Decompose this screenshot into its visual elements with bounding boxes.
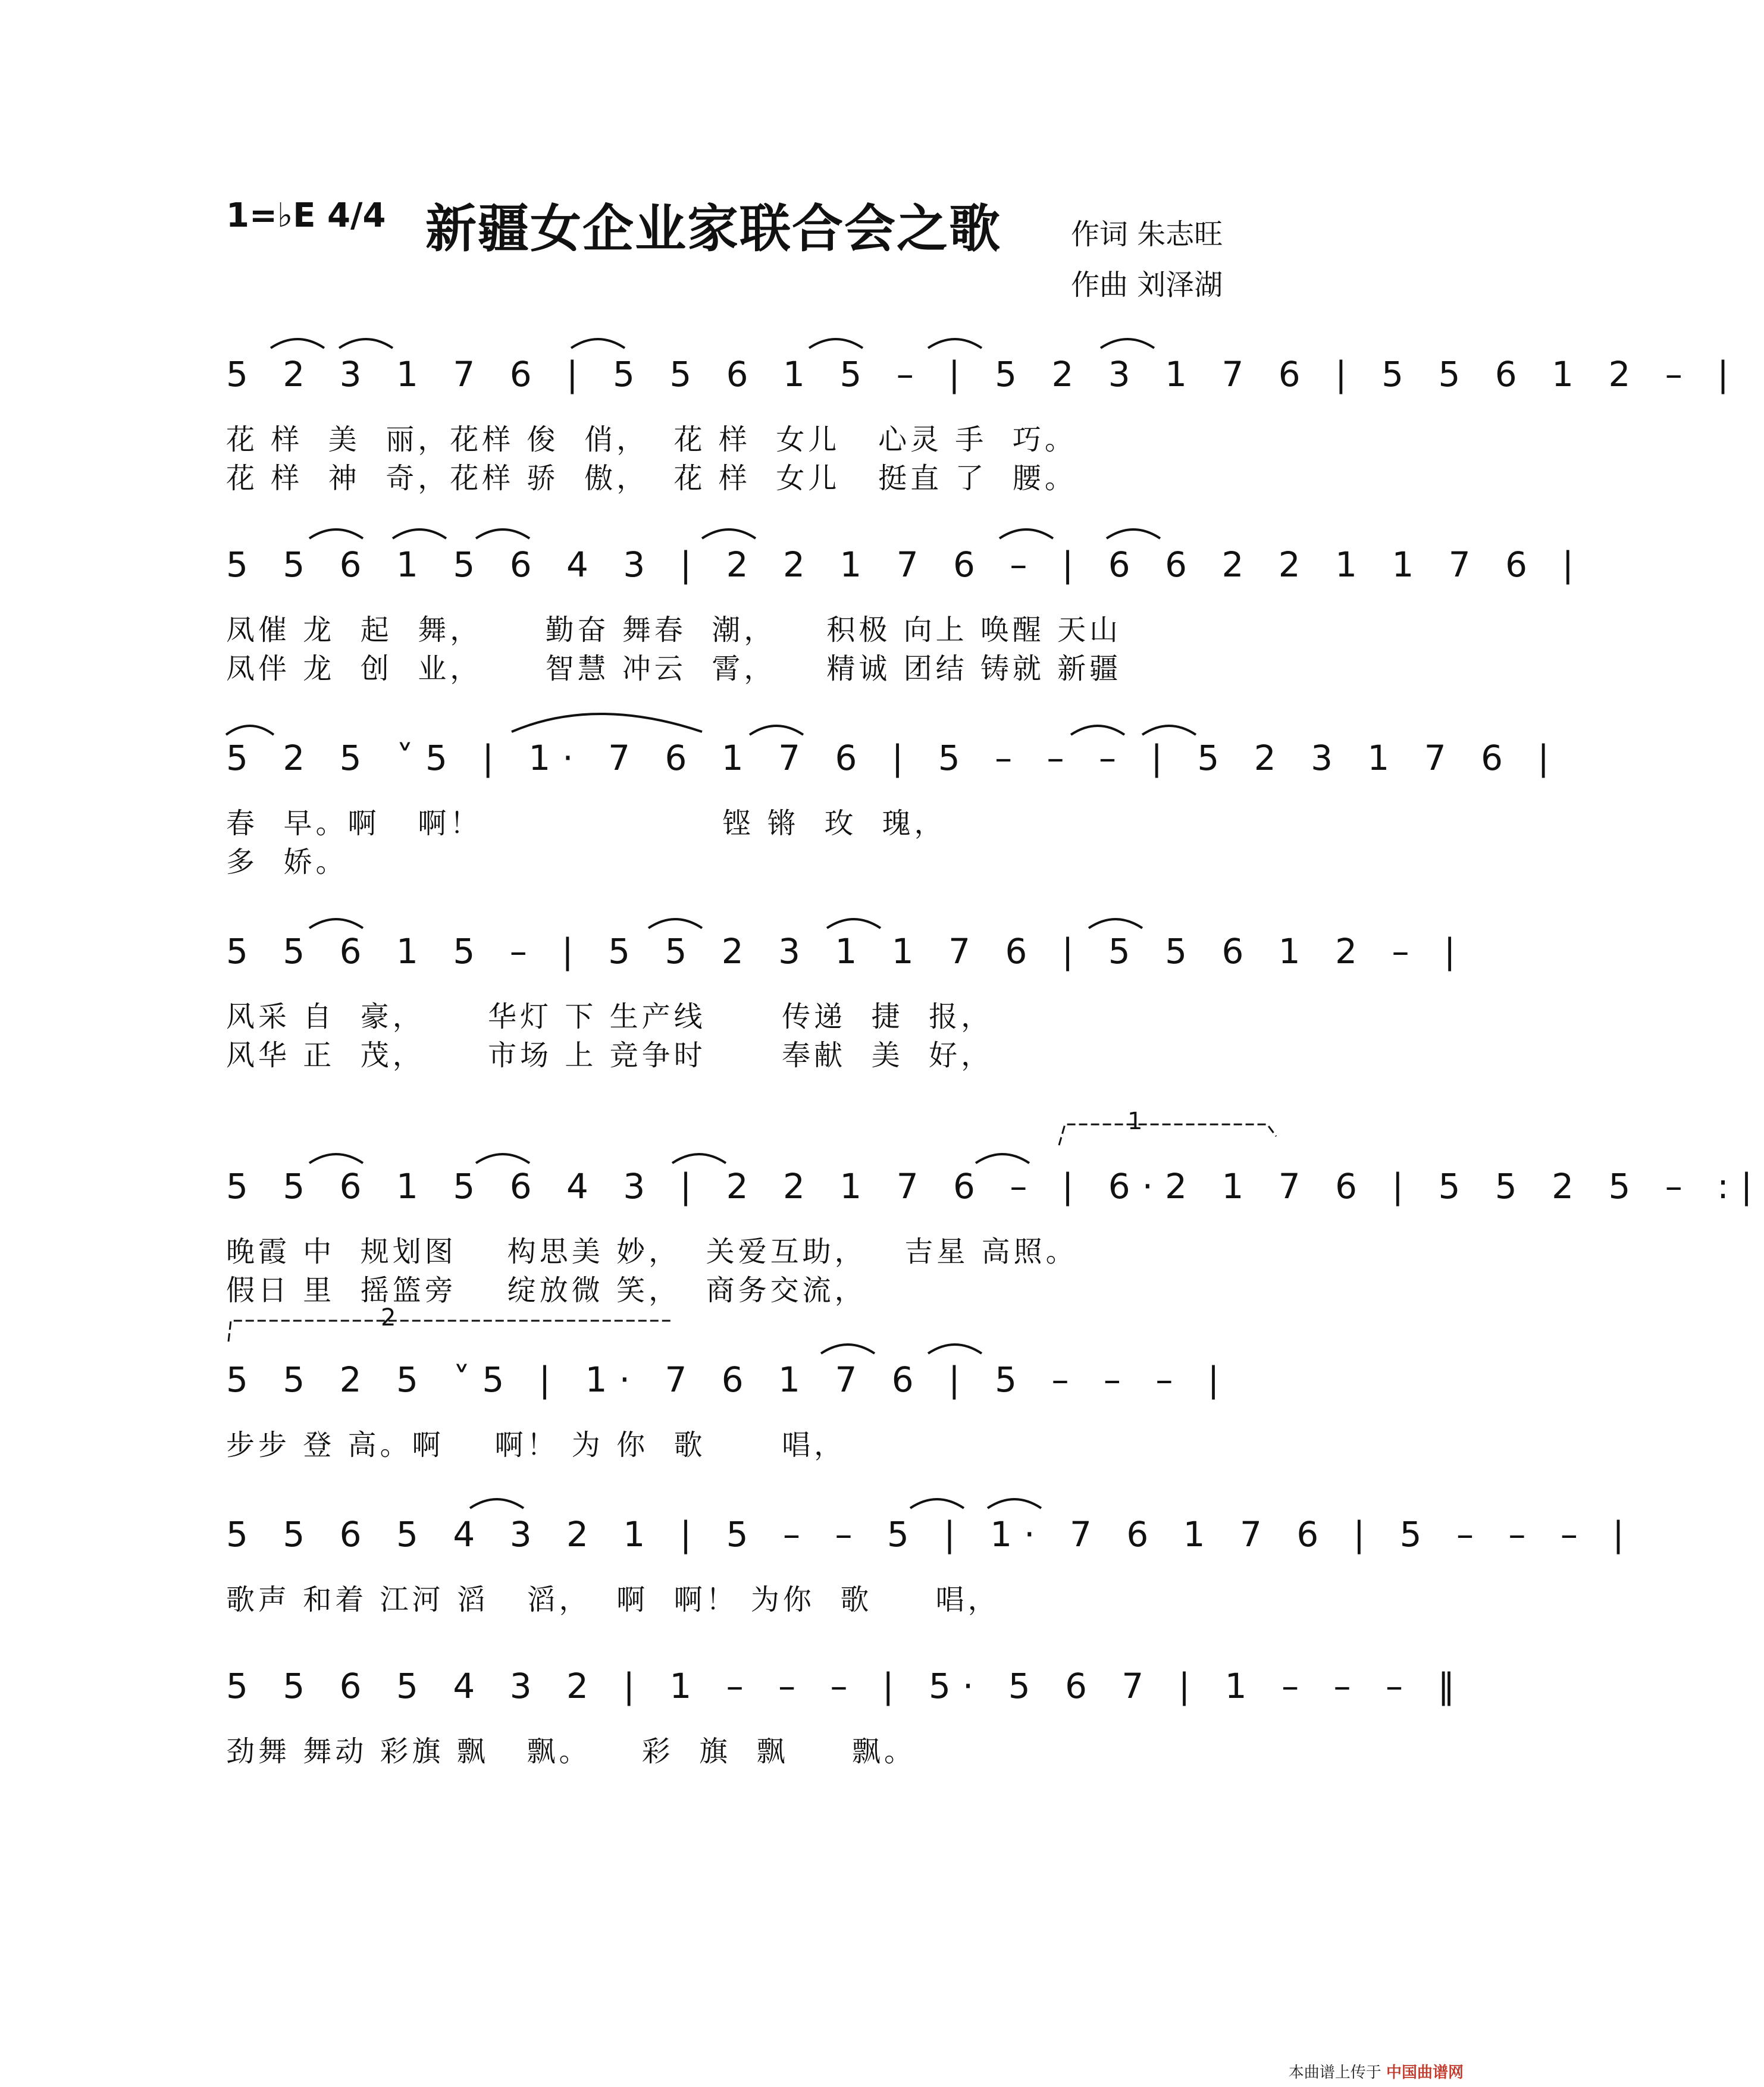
- volta-1-label: 1: [1127, 1108, 1143, 1135]
- composer-credit: 作曲 刘泽湖: [1071, 268, 1223, 302]
- lyricist-credit: 作词 朱志旺: [1071, 218, 1223, 251]
- song-title: 新疆女企业家联合会之歌: [425, 199, 1001, 259]
- lyrics-verse-1: 晚霞 中 规划图 构思美 妙， 关爱互助， 吉星 高照。: [226, 1235, 1078, 1268]
- lyrics-verse-1: 凤催 龙 起 舞， 勤奋 舞春 潮， 积极 向上 唤醒 天山: [226, 613, 1122, 647]
- lyrics-verse-2: 多 娇。: [226, 845, 348, 879]
- watermark-footer: [1289, 2060, 1464, 2082]
- site-logo: 中国曲谱网: [1386, 2064, 1464, 2082]
- notation: 5 2 5 ˅5 | 1· 7 6 1 7 6 | 5 – – – | 5 2 3 1 7 6 |: [226, 738, 1561, 778]
- lyrics-verse-2: 假日 里 摇篮旁 绽放微 笑， 商务交流，: [226, 1274, 867, 1307]
- key-signature: 1=♭E 4/4: [226, 196, 386, 235]
- volta-2-label: 2: [381, 1304, 396, 1331]
- notation: 5 5 2 5 ˅5 | 1· 7 6 1 7 6 | 5 – – – |: [226, 1359, 1232, 1400]
- notation: 5 5 6 5 4 3 2 1 | 5 – – 5 | 1· 7 6 1 7 6 | 5 – – – |: [226, 1514, 1636, 1555]
- lyrics-verse-1: 歌声 和着 江河 滔 滔， 啊 啊！ 为你 歌 唱，: [226, 1583, 1000, 1616]
- lyrics-verse-1: 花 样 美 丽，花样 俊 俏， 花 样 女儿 心灵 手 巧。: [226, 423, 1077, 456]
- lyrics-verse-1: 春 早。啊 啊！ 铿 锵 玫 瑰，: [226, 807, 947, 840]
- notation: 5 5 6 1 5 6 4 3 | 2 2 1 7 6 – | 6 6 2 2 1 1 7 6 |: [226, 544, 1586, 585]
- lyrics-verse-2: 风华 正 茂， 市场 上 竞争时 奉献 美 好，: [226, 1039, 994, 1072]
- lyrics-verse-2: 凤伴 龙 创 业， 智慧 冲云 霄， 精诚 团结 铸就 新疆: [226, 652, 1122, 685]
- lyrics-verse-2: 花 样 神 奇，花样 骄 傲， 花 样 女儿 挺直 了 腰。: [226, 462, 1077, 495]
- lyrics-verse-1: 步步 登 高。啊 啊！ 为 你 歌 唱，: [226, 1428, 847, 1462]
- notation: 5 5 6 1 5 – | 5 5 2 3 1 1 7 6 | 5 5 6 1 2 – |: [226, 931, 1468, 972]
- notation: 5 5 6 1 5 6 4 3 | 2 2 1 7 6 – | 6·2 1 7 6 | 5 5 2 5 – :|: [226, 1166, 1764, 1207]
- notation: 5 2 3 1 7 6 | 5 5 6 1 5 – | 5 2 3 1 7 6 | 5 5 6 1 2 – |: [226, 354, 1741, 394]
- lyrics-verse-1: 风采 自 豪， 华灯 下 生产线 传递 捷 报，: [226, 1000, 994, 1033]
- uploader-text: 本曲谱上传于: [1288, 2064, 1381, 2082]
- notation: 5 5 6 5 4 3 2 | 1 – – – | 5· 5 6 7 | 1 – – – ‖: [226, 1666, 1467, 1706]
- lyrics-verse-1: 劲舞 舞动 彩旗 飘 飘。 彩 旗 飘 飘。: [226, 1735, 916, 1768]
